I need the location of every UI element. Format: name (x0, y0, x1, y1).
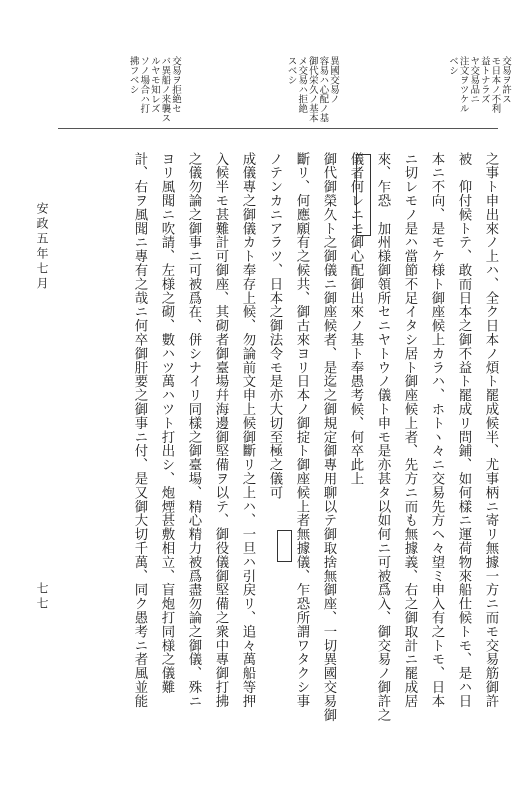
body-column-7: 御代御榮久ト之御儀ニ御座候者、是迄之御規定御專用聊以テ御取捨無御座、一切異國交易御 (321, 152, 336, 722)
body-column-6: 儀者何レニモ御心配御出來ノ基ト奉愚考候、何卒此上 (348, 152, 363, 486)
body-column-10: 成儀專之御儀カト奉存上候、勿論前文申上候御斷リ之上ハ、一旦ハ引戻リ、追々萬船等押 (240, 152, 255, 708)
head-note-2: 異國交易ノ 容易ハ心配ノ基 御代栄久ノ基本 メ交易ハ拒絶 スベシ (285, 56, 339, 123)
head-note-1: 交易ヲ許ス モ日本ノ不利 益トナラズ ヤ交易品ニ 注文ヲツケル ベシ (447, 56, 511, 113)
side-date: 安政五年七月 (35, 202, 49, 292)
header-rule (58, 128, 498, 129)
body-column-14: 計、右ヲ風聞ニ專有之哉ニ何卒御肝要之御事ニ付、是又御大切千萬、同ク愚考ニ者風並能 (132, 152, 147, 708)
body-column-12: 之儀勿論之御事ニ可被爲在、併シナイリ同樣之御臺場、精心精力被爲盡勿論之御儀、殊ニ (186, 152, 201, 708)
body-column-13: ヨリ風聞ニ吹請、左様之砌、數ハツ萬ハツト打出シ、炮煙甚敷相立、盲炮打同様之儀難 (159, 152, 174, 695)
page-number: 七七 (35, 582, 49, 612)
body-column-3: 本ニ不向、是モケ様ト御座候上カラハ、ホトヽ々ニ交易先方ヘ々望ミ申入有之トモ、日本 (429, 152, 444, 708)
body-column-8: 斷リ、何應願有之候共、御古來ヨリ日本ノ御掟ト御座候上者無據儀、乍恐所謂ワタクシ事 (294, 152, 309, 708)
body-column-1: 之事ト申出來ノ上ハ、全ク日本ノ煩ト罷成候半、尤事柄ニ寄リ無據一方ニ而モ交易筋御許 (483, 152, 498, 708)
body-column-4: ニ切レモノ是ハ當節不足イタシ居ト御座候上者、先方ニ而も無據義、右之御取計ニ罷成居 (402, 152, 417, 708)
body-column-11: 入候半モ甚難計可御座、其砌者御臺場幷海邊御堅備ヲ以テ、御役儀御堅備之衆中專御打拂 (213, 152, 228, 708)
head-note-3: 交易ヲ拒絶セ バ異船ノ来襲ス ルヤモ知レズ ソノ場合ハ打 拂フベシ (127, 56, 181, 123)
body-column-5: 來、乍恐 加州様御領所セニヤトウノ儀ト申モ是亦甚タ以如何ニ可被爲入、御交易ノ御許之 (375, 152, 390, 722)
boxed-fragment-frame-2 (277, 530, 292, 562)
body-column-9: ノテンカニアラツ、日本之御法令モ是亦大切至極之儀可 (267, 152, 282, 500)
body-column-2: 被 仰付候トテ、敢而日本之御不益ト罷成リ問鋪、如何樣ニ運荷物來船仕候トモ、是ハ日 (456, 152, 471, 708)
boxed-fragment-frame-1 (356, 154, 371, 236)
